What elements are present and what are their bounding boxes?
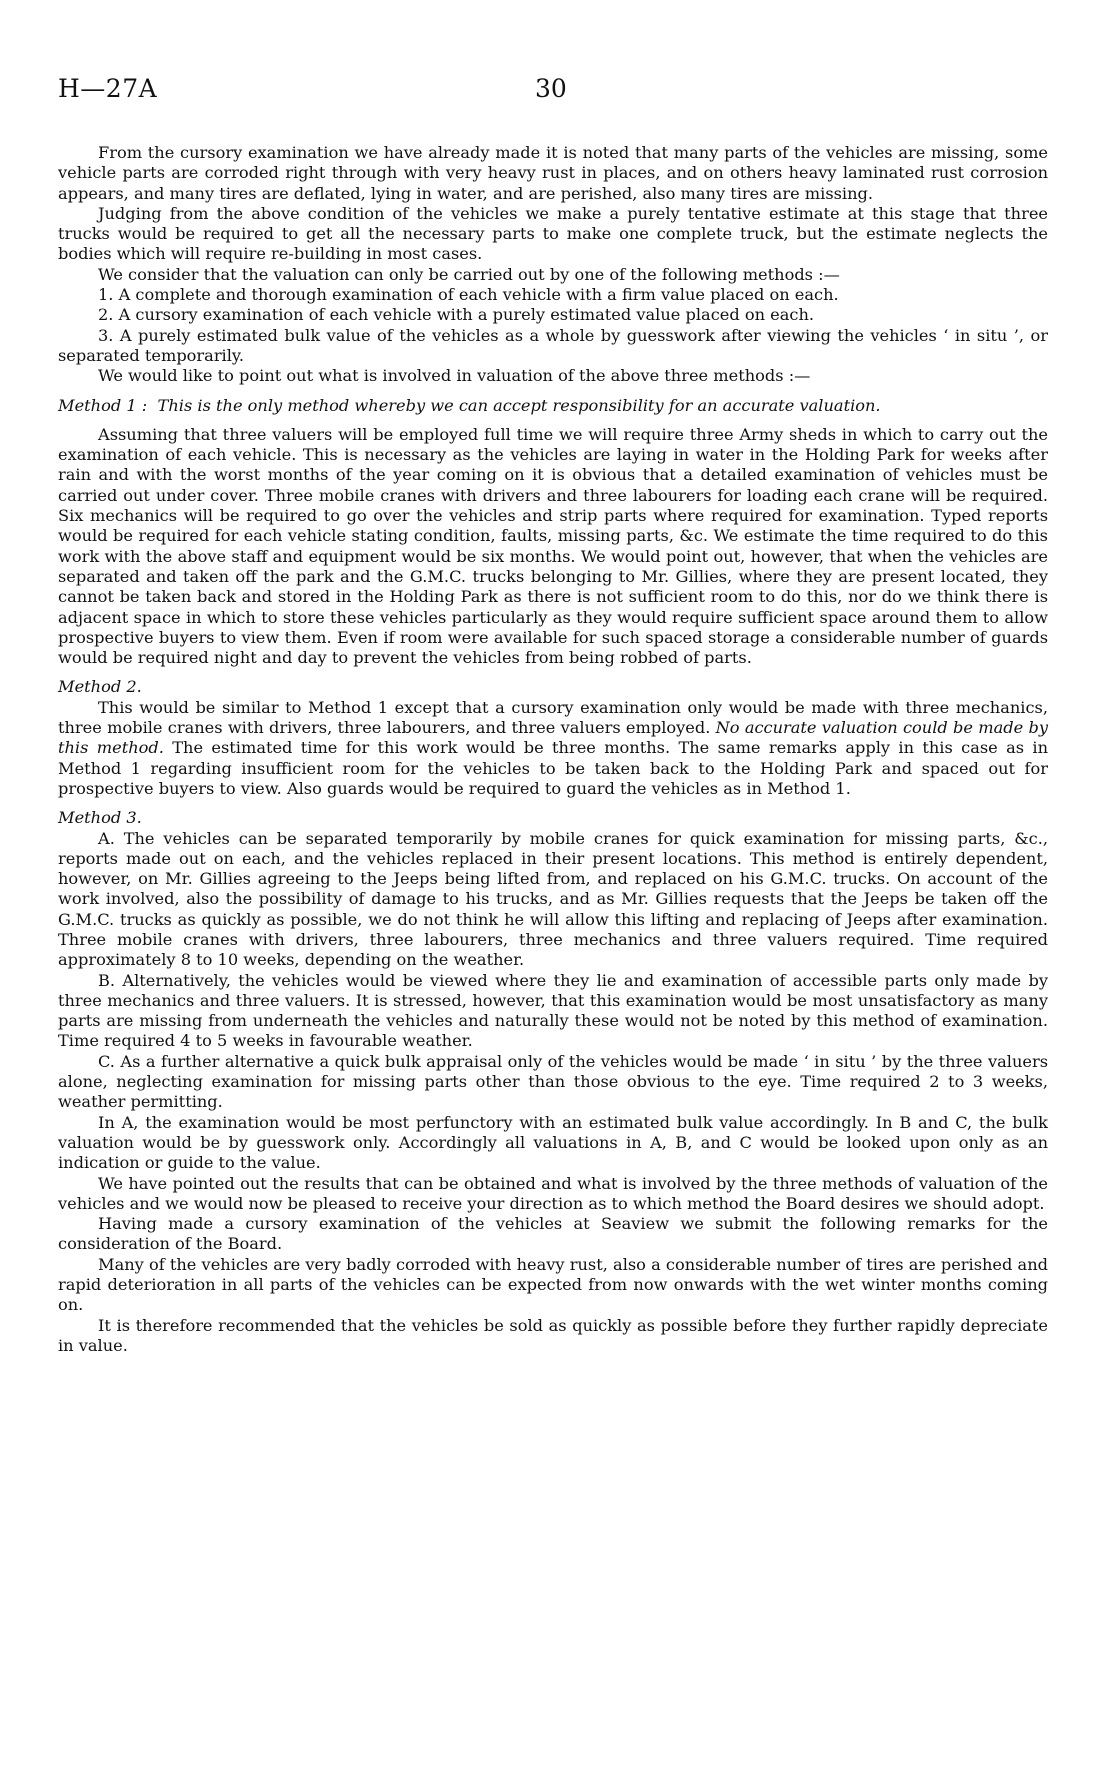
paragraph: From the cursory examination we have already made it is noted that many parts of the vehicles are missing, some vehicle parts are corroded right through with very heavy rust in places, and on others heavy laminated rust corrosion appears, and many tires are deflated, lying in water, and are perished, also many tires are missing. bbox=[58, 143, 1048, 203]
method-3-heading: Method 3. bbox=[58, 808, 142, 828]
paragraph: B. Alternatively, the vehicles would be viewed where they lie and examination of accessible parts only made by three mechanics and three valuers. It is stressed, however, that this examination would be most unsatisfactory as many parts are missing from underneath the vehicles and naturally these would not be noted by this method of examination. Time required 4 to 5 weeks in favourable weather. bbox=[58, 970, 1048, 1051]
paragraph: C. As a further alternative a quick bulk appraisal only of the vehicles would be made ‘ in situ ’ by the three valuers alone, neglecting examination for missing parts other than those obvious to the eye. Time required 2 to 3 weeks, weather permitting. bbox=[58, 1051, 1048, 1112]
paragraph-text: The estimated time for this work would be three months. The same remarks apply in this case as in Method 1 regarding insufficient room for the vehicles to be taken back to the Holding Park and spaced out for prospective buyers to view. Also guards would be required to guard the vehicles as in Method 1. bbox=[58, 738, 1048, 798]
method-1-heading-line bbox=[58, 396, 1048, 416]
paragraph: A. The vehicles can be separated temporarily by mobile cranes for quick examination for missing parts, &c., reports made out on each, and the vehicles replaced in their present locations. This method is entirely dependent, however, on Mr. Gillies agreeing to the Jeeps being lifted from, and replaced on his G.M.C. trucks. On account of the work involved, also the possibility of damage to his trucks, and as Mr. Gillies requests that the Jeeps be taken off the G.M.C. trucks as quickly as possible, we do not think he will allow this lifting and replacing of Jeeps after examination. Three mobile cranes with drivers, three labourers, three mechanics and three valuers required. Time required approximately 8 to 10 weeks, depending on the weather. bbox=[58, 828, 1048, 970]
paragraph: We consider that the valuation can only be carried out by one of the following methods :— bbox=[98, 264, 840, 284]
document-code: H—27A bbox=[58, 74, 158, 103]
document-body bbox=[58, 143, 1048, 1356]
method-2-heading: Method 2. bbox=[58, 677, 142, 697]
paragraph: Many of the vehicles are very badly corroded with heavy rust, also a considerable number of tires are perished and rapid deterioration in all parts of the vehicles can be expected from now onwards with the wet winter months coming on. bbox=[58, 1254, 1048, 1315]
method-list-item: 1. A complete and thorough examination of each vehicle with a firm value placed on each. bbox=[98, 285, 839, 305]
paragraph: We would like to point out what is involved in valuation of the above three methods :— bbox=[98, 366, 811, 386]
paragraph-text: This would be similar to Method 1 except that a cursory examination only would be made with three mechanics, three mobile cranes with drivers, three labourers, and three valuers employed. bbox=[58, 697, 1048, 738]
paragraph: Judging from the above condition of the vehicles we make a purely tentative estimate at this stage that three trucks would be required to get all the necessary parts to make one complete truck, but the estimate neglects the bodies which will require re-building in most cases. bbox=[58, 203, 1048, 264]
paragraph bbox=[58, 698, 1048, 799]
page-header bbox=[58, 74, 1058, 104]
method-1-subtitle: This is the only method whereby we can accept responsibility for an accurate valuation. bbox=[157, 395, 881, 415]
page-number: 30 bbox=[535, 74, 567, 103]
paragraph: It is therefore recommended that the vehicles be sold as quickly as possible before they further rapidly depreciate in value. bbox=[58, 1315, 1048, 1355]
paragraph: We have pointed out the results that can be obtained and what is involved by the three methods of valuation of the vehicles and we would now be pleased to receive your direction as to which method the Board desires we should adopt. bbox=[58, 1173, 1048, 1213]
paragraph: Assuming that three valuers will be employed full time we will require three Army sheds in which to carry out the examination of each vehicle. This is necessary as the vehicles are laying in water in the Holding Park for weeks after rain and with the worst months of the year coming on it is obvious that a detailed examination of vehicles must be carried out under cover. Three mobile cranes with drivers and three labourers for loading each crane will be required. Six mechanics will be required to go over the vehicles and strip parts where required for examination. Typed reports would be required for each vehicle stating condition, faults, missing parts, &c. We estimate the time required to do this work with the above staff and equipment would be six months. We would point out, however, that when the vehicles are separated and taken off the park and the G.M.C. trucks belonging to Mr. Gillies, where they are present located, they cannot be taken back and stored in the Holding Park as there is not sufficient room to do this, nor do we think there is adjacent space in which to store these vehicles particularly as they would require sufficient space around them to allow prospective buyers to view them. Even if room were available for such spaced storage a considerable number of guards would be required night and day to prevent the vehicles from being robbed of parts. bbox=[58, 424, 1048, 668]
paragraph-italic-text: No accurate valuation could be made by this method. bbox=[58, 718, 1048, 758]
method-list-item: 2. A cursory examination of each vehicle with a purely estimated value placed on each. bbox=[98, 305, 815, 325]
method-1-heading: Method 1 : bbox=[58, 395, 148, 415]
paragraph: In A, the examination would be most perfunctory with an estimated bulk value accordingly. In B and C, the bulk valuation would be by guesswork only. Accordingly all valuations in A, B, and C would be looked upon only as an indication or guide to the value. bbox=[58, 1112, 1048, 1173]
paragraph: Having made a cursory examination of the vehicles at Seaview we submit the following remarks for the consideration of the Board. bbox=[58, 1214, 1048, 1254]
method-list-item: 3. A purely estimated bulk value of the vehicles as a whole by guesswork after viewing the vehicles ‘ in situ ’, or separated temporarily. bbox=[58, 325, 1048, 365]
